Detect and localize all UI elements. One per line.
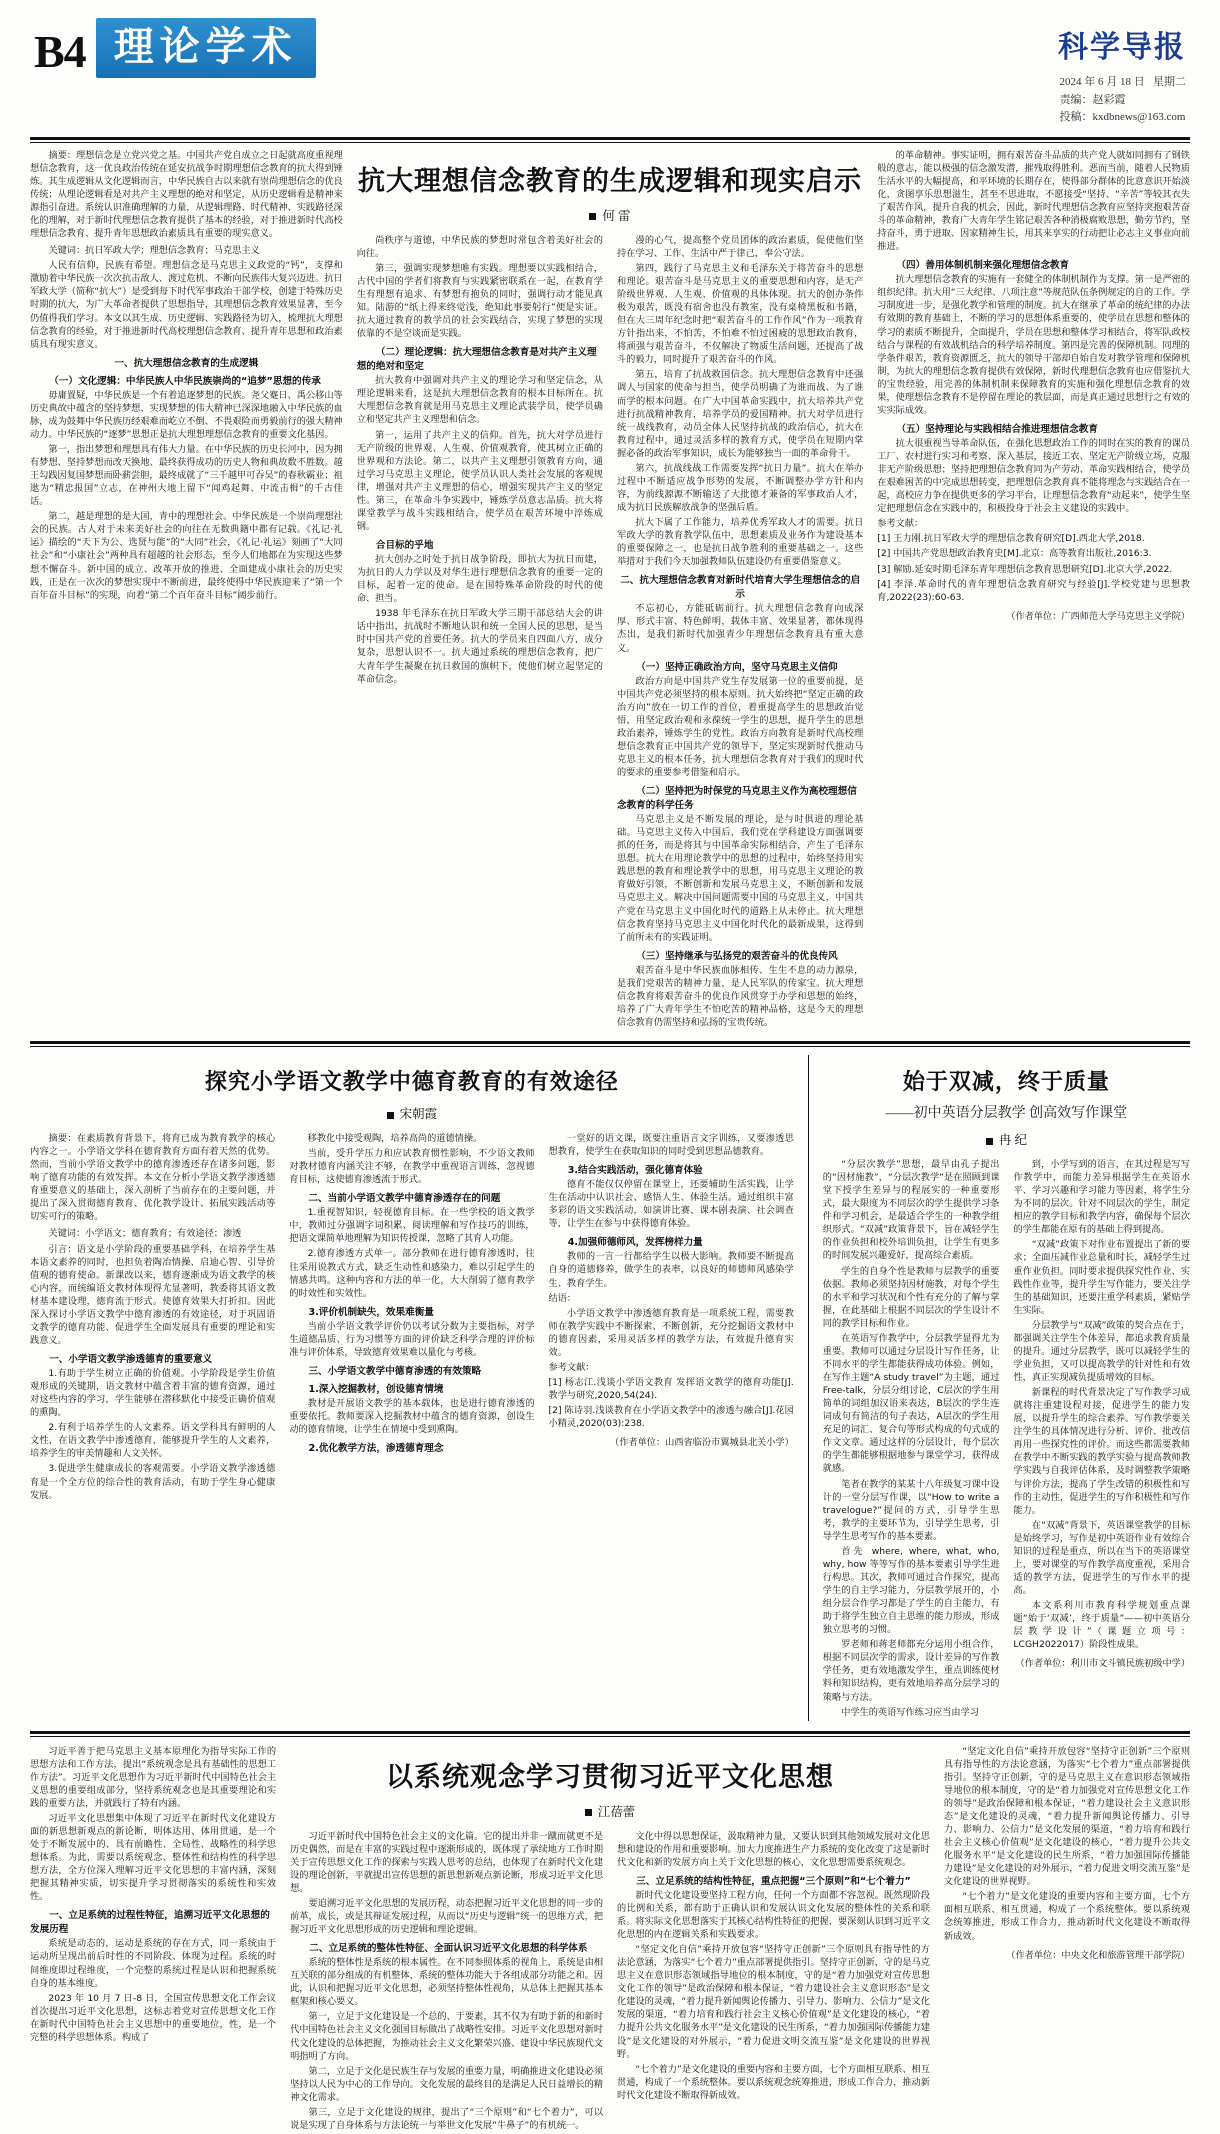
paragraph: 习近平文化思想集中体现了习近平在新时代文化建设方面的新思想新观点的新论断，明体达用、体用贯通，是一个处于不断发展中的、具有前瞻性、全局性、战略性的科学思想体系。为此，需要以系统观念、整体性和结构性的科学思想方法，全方位深入理解习近平文化思想的丰富内涵，深刻把握其精神实质，切实提升学习贯彻落实的系统性和实效性。	[30, 1812, 277, 1903]
paragraph: “坚定文化自信”乘持开放包容“坚持守正创新”三个原则具有指导性的方法论意涵，为落实“七个着力”重点部署提供指引。坚持守正创新，守的是马克思主义在意识形态领域指导地位的根本制度，守的是“着力加强党对宣传思想文化工作的领导”是政治保障和根本保证，“着力建设社会主义意识形态”是文化建设的灵魂，“着力提升新闻舆论传播力、引导力、影响力、公信力”是文化发展的渠道，“着力培育和践行社会主义核心价值观”是文化建设的核心，“着力提升公共文化服务水平”是文化建设的民生所系，“着力加强国际传播能力建设”是文化建设的对外展示，“着力促进文明交流互鉴”是文化建设的世界视野。	[617, 1944, 930, 2060]
page-number: B4	[34, 26, 86, 77]
masthead-meta	[1060, 74, 1187, 127]
paragraph: 笔者在教学的某某十八年级复习课中设计的一堂分层写作课，以“How to write a travelogue?”提问的方式，引导学生思考，教学的主要环节为，引导学生思考，引导学生思考写作的基本要素。	[822, 1478, 1000, 1542]
article-2-abstract: 摘要：在素质教育背景下，将育已成为教育教学的核心内容之一。小学语文学科在德育教育方面有着天然的优势。然而，当前小学语文教学中的德育渗透还存在诸多问题，影响了德育功能的有效发挥。本文在分析小学语文教学渗透德育重要意义的基础上，深入剖析了当前存在的主要问题，并提出了深入贯彻德育教育、优化教学设计、拓展实践活动等切实可行的策略。	[30, 1133, 276, 1223]
paragraph: 不忘初心，方能砥砺前行。抗大理想信念教育向成深厚、形式丰富、特色鲜明，载体丰富、效果显著，都体现得杰出，是我们新时代加强青少年理想信念教育具有重大意义。	[617, 603, 864, 654]
masthead-right	[1058, 18, 1186, 127]
article-2-col-1	[30, 1132, 275, 1504]
paragraph: 抗大很重视当导革命队伍，在强化思想政治工作的同时在实的教育的课员工厂、农村进行实习和考察、深入基层，接近工农、坚定无产阶级立场，克服非无产阶级思想；坚持把理想信念教育同为产劳动、革命实践相结合，使学员在艰难困苦的中完成思想转变，把理想信念教育真不能将理念与实践结合在一起，高校应力争在提供更多的学习平台，让理想信念教育“动起来”，使学生坚定把理想信念在实践中的，积极投身于社会主义建设的实践中。	[877, 437, 1190, 515]
paragraph: 2023 年 10 月 7 日-8 日，全国宣传思想文化工作会议首次提出习近平文化思想，这标志着党对宣传思想文化工作在新时代中国特色社会主义思想中的重要地位，性，是一个完整的科学思想体系。构成了	[30, 1992, 277, 2043]
article-3-col-2	[1013, 1158, 1190, 1721]
reference-item: [3] 解励.延安时期毛泽东青年理想信念教育思想研究[D].北京大学,2022.	[877, 563, 1173, 575]
paragraph: 2.有利于培养学生的人文素养。语文学科具有鲜明的人文性，在语文教学中渗透德育，能够提升学生的人文素养，培养学生的审美情趣和人文关怀。	[30, 1422, 276, 1460]
paragraph: 漫的心气，提高整个党员团体的政治素质，促使他们坚持在学习、工作、生活中严于律己，奉公守法。	[617, 234, 864, 259]
paragraph: 毋庸置疑，中华民族是一个有着追逐梦想的民族。尧父蹇日、禹公移山等历史典故中蕴含的坚持梦想、实现梦想的伟大精神已深深地融入中华民族的血脉，成为鼓舞中华民族历经艰难而屹立不倒、不畏艰险而勇毅前行的强大精神动力。中华民族的“逐梦”思想正是抗大理想理想信念教育的重要文化基因。	[30, 389, 343, 440]
subheading: 2.优化教学方法，渗透德育理念	[308, 1443, 444, 1455]
author-name: 宋朝霞	[399, 1107, 438, 1122]
section-divider-thick	[30, 1041, 1190, 1044]
article-4-col-4	[944, 1745, 1190, 2134]
author-name: 冉 纪	[998, 1133, 1027, 1148]
article-4-byline	[290, 1802, 930, 1820]
submit-email: 投稿：kxdbnews@163.com	[1059, 111, 1186, 124]
article-4	[0, 1745, 1220, 2134]
paragraph: “坚定文化自信”乘持开放包容“坚持守正创新”三个原则具有指导性的方法论意涵，为落实“七个着力”重点部署提供指引。坚持守正创新，守的是马克思主义在意识形态领域指导地位的根本制度，守的是“着力加强党对宣传思想文化工作的领导”是政治保障和根本保证，“着力建设社会主义意识形态”是文化建设的灵魂，“着力提升新闻舆论传播力、引导力、影响力、公信力”是文化发展的渠道，“着力培育和践行社会主义核心价值观”是文化建设的核心，“着力提升公共文化服务水平”是文化建设的民生所系，“着力加强国际传播能力建设”是文化建设的对外展示，“着力促进文明交流互鉴”是文化建设的世界视野。	[943, 1745, 1191, 1888]
article-2	[30, 1055, 794, 1721]
paragraph: 人民有信仰，民族有希望。理想信念是马克思主义政党的“钙”，支撑和激励着中华民族一次次抗击敌人、渡过危机、不断向民族伟大复兴迈进。抗日军政大学（简称“抗大”）是受到每下时代军事政治干部学校，创建于特殊历史时期的抗大，为广大革命者提供了思想指导，其理想信念教育效果显著，至今仍值得我们学习。本文以其生成、历史逻辑、实践路径为切入，梳理抗大理想信念教育的经验，对于推进新时代高校理想信念教育、提升青年思想和政治素质具有现实意义。	[30, 260, 343, 350]
reference-item: [2] 中国共产党思想政治教育史[M].北京：高等教育出版社,2016:3.	[877, 548, 1152, 560]
masthead-rule-thin	[30, 142, 1190, 143]
subheading: 3.结合实践活动，强化德育体验	[567, 1165, 703, 1177]
column-divider	[808, 1055, 809, 1721]
paragraph: 1.有助于学生树立正确的价值观。小学阶段是学生价值观形成的关键期，语文教材中蕴含着丰富的德育资源，通过对这些内容的学习，学生能够在潜移默化中接受正确价值观的熏陶。	[30, 1368, 276, 1419]
paragraph: 学生的自身个性是教师与层教学的重要依据。教师必须坚持因材施教，对每个学生的水平和学习状况和个性有充分的了解与掌握，在此基础上根据不同层次的学生设计不同的教学目标和作业。	[822, 1265, 1000, 1329]
paragraph: 小学语文教学中渗透德育教育是一项系统工程，需要教师在教学实践中不断探索、不断创新，充分挖掘语文教材中的德育因素，采用灵活多样的教学方法，有效提升德育实效。	[548, 1307, 794, 1358]
issue-date: 2024 年 6 月 18 日	[1059, 76, 1145, 88]
paragraph: 的革命精神。事实证明，拥有艰苦奋斗品质的共产党人就如同拥有了钢铁般的意志，能以极强的信念激发潜，摧残取得胜利。恶而当前，随着人民物质生活水平的大幅提高，和平环境的长期存在，使得部分群体的比意意识开始淡化，贪图享乐思想滋生，甚至不思进取，不愿接受“坚持、“辛苦”等较其衣失了艰苦作风，提升自我的机会，因此，新时代理想信念教育应坚持突抱艰苦奋斗的革命精神，教育广大青年学生铭记艰苦各种消极腐败思想，勤劳节约，坚持奋斗，勇于进取、因家精神生长，用其来享实的行动把让必志主义事业向前推进。	[877, 149, 1190, 253]
subheading: （二）理论逻辑：抗大理想信念教育是对共产主义理想的绝对和坚定	[356, 347, 597, 373]
author-name: 江蓓蕾	[597, 1804, 636, 1819]
article-2-col-3	[549, 1132, 794, 1504]
article-1-col-2	[357, 234, 603, 1031]
paragraph: 当前，受升学压力和应试教育惯性影响，不少语文教师对教材德育内涵关注不够，在教学中重视语言训练，忽视德育目标，这使德育渗透流于形式。	[289, 1148, 535, 1186]
article-1-affiliation: （作者单位：广西师范大学马克思主义学院）	[1006, 610, 1190, 622]
subheading: 4.加强师德师风，发挥榜样力量	[567, 1237, 703, 1249]
subheading: 三、立足系统的结构性特征，重点把握“三个原则”和“七个着力”	[636, 1875, 911, 1887]
project-note: 本文系利川市教育科学规划重点课题“始于‘双减’，终于质量”——初中英语分层教学设计”（课题立项号：LCGH2022017）阶段性成果。	[1013, 1600, 1191, 1651]
paragraph: 一堂好的语文课，既要注重语言文字训练，又要渗透思想教育，使学生在获取知识的同时受到思想品德教育。	[548, 1133, 794, 1158]
paragraph: 2.德育渗透方式单一。部分教师在进行德育渗透时，往往采用说教式方式，缺乏生动性和感染力，难以引起学生的情感共鸣。这种内容和方法的单一化，大大削弱了德育教学的时效性和实效性。	[289, 1248, 535, 1299]
paragraph: 新课程的时代背景决定了写作教学习成就将注重建设程对接，促进学生的能力发展，以提升学生的综合素养。写作教学要关注学生的具体情况进行分析、评价、批改信再用一些探究性的评价。而这些都需要教师在教学中不断实践的教学实验与提高教师教学实践与自我评估体系，及时调整教学策略与评价方法，提高了学生改错的积极性和写作的主动性，促进学生的写作积极性和写作能力。	[1013, 1387, 1191, 1516]
reference-item: [1] 杨志江.浅谈小学语文教育 发挥语文教学的德育功能[J].教学与研究,2020,54(24).	[548, 1376, 794, 1402]
paper-name: 科学导报	[1058, 30, 1186, 65]
paragraph: 新时代文化建设要坚持工程方向，任何一个方面都不容忽视。既然现阶段的比例和关系，都有助于正确认识和发展认识文化发展的整体性的关系和联系。将实际文化思想落实于其核心结构性特征的把握，要深刻认识到习近平文化思想的内在逻辑关系和实践要求。	[617, 1889, 930, 1941]
paragraph: 艰苦奋斗是中华民族血脉相传、生生不息的动力源泉，是我们党艰苦的精神力量，是人民军队的传家宝。抗大理想信念教育将艰苦奋斗的优良作风贯穿于办学和思想的始终，培养了广大青年学生不怕吃苦的精神品格，这是今天的理想信念教育仍需坚持和弘扬的宝贵传统。	[617, 964, 864, 1028]
section-divider-thick-2	[30, 1731, 1190, 1734]
article-1-byline	[357, 206, 864, 224]
paragraph: 在英语写作教学中，分层教学显得尤为重要。教师可以通过分层设计写作任务，让不同水平的学生都能获得成功体验。例如，在写作主题“A study travel”为主题，通过 Free-talk，分层分组讨论，C层次的学生用简单的词组加汉语来表达，B层次的学生连词成句有简洁的句子表达，A层次的学生用充足的词汇、复合句等形式构成的句式成的作文文章。通过这样的分层设计，每个层次的学生都能够根据地参与课堂学习，获得成就感。	[822, 1332, 1000, 1475]
paragraph: 教材是开展语文教学的基本载体，也是进行德育渗透的重要依托。教师要深入挖掘教材中蕴含的德育资源，创设生动的德育情境，让学生在情境中受到熏陶。	[289, 1397, 535, 1436]
author-name: 何 雷	[602, 208, 631, 223]
paragraph: 抗大理想信念教育的实施有一套健全的体制机制作为支撑。第一是严密的组织纪律。抗大用“三大纪律、八项注意”等规范队伍条例规定的自的工作。学习制度进一步，是强化教学和管理的制度。抗大在继承了革命的统纪律的办法有效期的教育基础上，不断的学习的思想体系重要的，使学员在思想和整体的学习的素质不断提升，全面提升，学员在思想和整体学习相结合，将军队政校结合与课程的有效战机结合的科学培养制度。第四是完善的保障机制。同理的学条件艰苦，教育资源匮乏，抗大的领导干部却自始自发对教学管理和保障机制，为抗大的理想信念教育提供有效保障，新时代理想信念教育也应借鉴抗大的宝贵经验，用完善的体制机制来保障教育的实施和强化理想信念教育的效果，使理想信念教育不是停留在理论的教层面，而是真正通过思想行之有效的实实际成效。	[877, 274, 1190, 416]
paragraph: 德育不能仅仅停留在课堂上，还要辅助生活实践，让学生在活动中认识社会、感悟人生、体验生活。通过组织丰富多彩的语文实践活动，如演讲比赛、课本剧表演、社会调查等，让学生在参与中获得德育体验。	[548, 1179, 794, 1230]
paragraph: “七个着力”是文化建设的重要内容和主要方面，七个方面相互联系、相互贯通，构成了一个系统整体。要以系统观念统筹推进，形成工作合力，推动新时代文化建设不断取得新成效。	[943, 1891, 1191, 1942]
reference-item: [1] 王力刚.抗日军政大学的理想信念教育研究[D].西北大学,2018.	[877, 533, 1145, 545]
subheading: 一、小学语文教学渗透德育的重要意义	[49, 1354, 213, 1366]
article-1-col-4	[877, 149, 1190, 1031]
article-4-col-3	[617, 1830, 930, 2134]
paragraph: 中学生的英语写作练习应当由学习	[841, 1706, 979, 1718]
article-3-byline	[823, 1130, 1190, 1148]
subheading: 1.深入挖掘教材，创设德育情境	[308, 1383, 444, 1395]
article-3	[823, 1055, 1190, 1721]
paragraph: 第一，指出梦想和理想具有伟大力量。在中华民族的历史长河中，因为拥有梦想、坚持梦想而改天换地、最终获得成功的历史人物和典故数不胜数。越王勾践因复国梦想而卧薪尝胆，最终成就了“三千越甲可吞吴”的春秋霸业；祖逖为“精忠报国”立志，在神州大地上留下“闻鸡起舞、中流击楫”的千古佳话。	[30, 443, 343, 508]
subheading: 一、立足系统的过程性特征，追溯习近平文化思想的发展历程	[30, 1910, 270, 1936]
paragraph: 1938 年毛泽东在抗日军政大学三期干部总结大会的讲话中指出，抗战时不断地认识和统一全国人民的思想，是当时中国共产党的首要任务。抗大的学员来自四面八方，成分复杂，思想认识不一。抗大通过系统的理想信念教育，把广大青年学生凝聚在抗日救国的旗帜下，使他们树立起坚定的革命信念。	[356, 608, 603, 685]
paragraph: “分层次教学”思想，最早由孔子提出的“因材施教”，“分层次教学”是在照顾到课堂下授学生差异与的程展实的一种重要形式，最大限度为不同层次的学生提供学习条件和学习机会，是最适合学生的一种教学组织形式。“双减”政策背景下，旨在减轻学生的作业负担和校外培训负担，让学生有更多的时间发展兴趣爱好，提高综合素质。	[822, 1159, 1000, 1262]
article-3-subtitle: ——初中英语分层教学 创高效写作课堂	[885, 1106, 1128, 1122]
article-3-title: 始于双减，终于质量	[902, 1070, 1110, 1096]
paragraph: 分层教学与“双减”政策的契合点在于，都强调关注学生个体差异，都追求教育质量的提升。通过分层教学，既可以减轻学生的学业负担，又可以提高教学的针对性和有效性，真正实现减负提质增效的目标。	[1013, 1319, 1191, 1384]
article-4-col-2	[290, 1830, 603, 2134]
paragraph: 1.重视智知识，轻视德育目标。在一些学校的语文教学中，教师过分强调字词积累、阅读理解和写作技巧的训练，把语文课简单地理解为知识传授课，忽略了其育人功能。	[289, 1207, 535, 1245]
subheading: 二、抗大理想信念教育对新时代培育大学生理想信念的启示	[620, 575, 861, 601]
paragraph: 尚秩序与道德，中华民族的梦想时常包含着美好社会的向往。	[356, 234, 603, 259]
paragraph: 第六，抗战线战工作需要发挥“抗日力量”。抗大在举办过程中不断适应战争形势的发展，不断调整办学方针和内容，为前线源源不断输送了大批德才兼备的军事政治人才，成为抗日民族解放战争的坚强后盾。	[617, 462, 864, 514]
article-4-main	[290, 1745, 930, 2134]
references-heading: 参考文献：	[548, 1361, 595, 1373]
masthead	[0, 0, 1220, 135]
paragraph: 政治方向是中国共产党生存发展第一位的重要前提，是中国共产党必须坚持的根本原则。抗大始终把“坚定正确的政治方向”放在一切工作的首位，着重提高学生的思想政治觉悟，用坚定政治观和永葆统一学生的思想，提升学生的思想政治素养，锤炼学生的党性。政治方向教育是新时代高校理想信念教育正中国共产党的领导下，坚定实现新时代推动马克思主义的根本任务，抗大理想信念教育对于我们的现时代的要求的重要参考借鉴和启示。	[617, 675, 864, 779]
section-divider-thin-2	[30, 1736, 1190, 1737]
subheading: （一）坚持正确政治方向，坚守马克思主义信仰	[636, 661, 838, 673]
article-2-affiliation: （作者单位：山西省临汾市翼城县北关小学）	[610, 1437, 794, 1449]
article-4-title: 以系统观念学习贯彻习近平文化思想	[386, 1761, 834, 1793]
article-1-keywords: 关键词：抗日军政大学；理想信念教育；马克思主义	[48, 245, 260, 257]
references-heading: 参考文献：	[877, 518, 924, 530]
paragraph: 首先 where, where, what, who, why, how 等等写作的基本要素引导学生进行构思。其次，教师可通过合作探究，提高学生的自主学习能力，分层教学展开的，小组分层合作学习都是了学生的自主能力，有助于将学生独立自主思维的能力形成，形成独立思考的习惯。	[822, 1545, 1000, 1636]
paragraph: 在“双减”背景下，英语课堂教学的目标是始终学习，写作是初中英语作业有效综合知识的过程是重点，所以在当下的英语课堂上，要对课堂的写作教学高度重视，采用合适的教学方法，促进学生的写作水平的提高。	[1013, 1519, 1191, 1597]
subheading: （一）文化逻辑：中华民族人中华民族崇尚的“追梦”思想的传承	[49, 375, 321, 387]
paragraph: 第三，立足于文化建设的规律，提出了“三个原则”和“七个着力”，可以说是实现了自身体系与方法论统一与举世文化发展“牛鼻子”的有机统一。	[290, 2106, 604, 2131]
subheading: （二）坚持把为时保党的马克思主义作为高校理想信念教育的科学任务	[617, 786, 857, 812]
article-4-lead: 习近平善于把马克思主义基本原理化为指导实际工作的思想方法和工作方法，提出“系统观念是具有基础性的思想工作方法”。习近平文化思想作为习近平新时代中国特色社会主义思想的重要组成部分，坚持系统观念也是其重要理论和实践的重要方法，并就践行了特有内涵。	[30, 1745, 277, 1809]
article-2-title: 探究小学语文教学中德育教育的有效途径	[204, 1070, 619, 1096]
paragraph: 第五，培育了抗战救国信念。抗大理想信念教育中还强调人与国家的使命与担当，使学员明确了为谁而战、为了谁而学的根本问题。在广大中国革命实践中，抗大培养共产党进行抗战精神教育，培养学员的爱国精神。抗大对学员进行统一战线教育，动员全体人民坚持抗战的政治信心，抗大在教育过程中，通过灵活多样的教育方式，使学员在短期内掌握必备的政治军事知识，成长为能够独当一面的革命骨干。	[617, 369, 864, 459]
article-4-affiliation: （作者单位：中央文化和旅游管理干部学院）	[1006, 1949, 1191, 1961]
paragraph: 移教化中接受观陶，培养高尚的道德情操。	[307, 1133, 483, 1145]
paragraph: 马克思主义是不断发展的理论，是与时俱进的理论基础。马克思主义传入中国后，我们党在学科建设方面强调要抓的任务，而是将其与中国革命实际相结合，产生了毛泽东思想。抗大在用理论教学中的思想的过程中，始终坚持用实践思想的教育和理论教学中的思想，用马克思主义理论的教育做好引领，不断创新和发展马克思主义，不断创新和发展马克思主义。解决中国问题需要中国的马克思主义，中国共产党在马克思主义中国化时代的道路上从未停止。抗大理想信念教育坚持马克思主义中国化时代化的最新成果，这得到了前所未有的实践证明。	[617, 814, 864, 943]
paragraph: “七个着力”是文化建设的重要内容和主要方面，七个方面相互联系、相互贯通，构成了一个系统整体。要以系统观念统筹推进，形成工作合力，推动新时代文化建设不断取得新成效。	[617, 2063, 930, 2101]
subheading: 合目标的乎地	[375, 540, 434, 552]
paragraph: 第四，践行了马克思主义和毛泽东关于将苦奋斗的思想和理论。艰苦奋斗是马克思主义的重要思想和内容，是无产阶级世界观、人生观、价值观的具体体现。抗大的创办条件极为艰苦，既没有宿舍也没有教室，没有桌椅黑板和书籍，但在大三周年纪念时把“艰苦奋斗的工作作风”作为一项教育方针指出来，不怕苦，不怕难不怕过困疲的思想政治教育，将顽强与艰苦奋斗，不仅解决了物质生活问题，还提高了战斗的毅力，同时提升了艰苦奋斗的作风。	[617, 262, 864, 366]
subheading: 3.评价机制缺失，效果难衡量	[308, 1306, 434, 1318]
paragraph: “双减”政策下对作业布置提出了新的要求；全面压减作业总量和时长，减轻学生过重作业负担。同时要求提供探究性作业、实践性作业等，提升学生写作能力，要关注学生的基础知识，还要注重学科素质，紧贴学生实际。	[1013, 1239, 1191, 1316]
subheading: 一、抗大理想信念教育的生成逻辑	[114, 357, 259, 369]
conclusion-heading: 结语：	[548, 1292, 577, 1304]
article-1-main	[357, 149, 864, 1031]
article-2-keywords: 关键词：小学语文；德育教育；有效途径；渗透	[48, 1228, 242, 1240]
article-1-col-1	[30, 149, 343, 1031]
reference-item: [4] 李泽.革命时代的青年理想信念教育研究与经验[J].学校党建与思想教育,2022(23):60-63.	[877, 578, 1190, 603]
article-4-col-0	[30, 1745, 276, 2134]
paragraph: 当前小学语文教学评价仍以考试分数为主要指标，对学生道德品质、行为习惯等方面的评价缺乏科学合理的评价标准与评价体系，导致德育效果难以量化与考核。	[289, 1320, 535, 1358]
byline-marker-icon	[986, 1138, 993, 1145]
masthead-rule-thick	[30, 137, 1190, 140]
paragraph: 第一，运用了共产主义的信仰。首先，抗大对学员进行无产阶级的世界观、人生观、价值观教育，使其树立正确的世界观和方法论。第二，以共产主义理想引领教育方向，通过学习马克思主义理论，使学员认识人类社会发展的客观规律，增强对共产主义理想的信心，增强实现共产主义的坚定性。第三，在革命斗争实践中，锤炼学员意志品质。抗大将课堂教学与战斗实践相结合，使学员在艰苦环境中淬炼成钢。	[356, 429, 603, 532]
paragraph: 到，小学写到的语言，在其过程是写写作教学中，而能力差异根据学生在英语水平、学习兴趣和学习能力等因素，将学生分为不同的层次。针对不同层次的学生，制定相应的教学目标和教学内容，确保每个层次的学生都能在原有的基础上得到提高。	[1013, 1159, 1191, 1236]
section-title: 理论学术	[96, 18, 316, 78]
article-3-col-1	[823, 1158, 1000, 1721]
paragraph: 习近平新时代中国特色社会主义的文化篇。它的提出并非一蹴而就更不是历史偶然，而是在丰富的实践过程中逐渐形成的，既体现了承续地方工作时期关于宣传思想文化工作的探索与实践人思考的总结，也体现了在新时代文化建设的理论创新，平就提出宣传思想的新思想新观点新论断，形成习近平文化思想。	[290, 1830, 604, 1894]
article-1	[0, 149, 1220, 1031]
article-1-abstract: 摘要：理想信念是立党兴党之基。中国共产党自成立之日起就高度重视理想信念教育，这一优良政治传统在延安抗战争时期理想信念教育的抗大得到锤炼。其生成逻辑从文化逻辑而言，中华民族自古以来就有崇尚理想信念的优良传统；从理论逻辑看是对共产主义理想的绝对和坚定，从历史逻辑看是精神来源指引奋进。系统认识准确理解的力量，从逻辑理路、时代精神、实践路径深化的理解，对于新时代理想信念教育提供了基本的经验，对于推进新时代高校理想信念教育、提升青年思想政治素质具有重要的现实意义。	[30, 149, 343, 240]
subheading: 二、立足系统的整体性特征、全面认识习近平文化思想的科学体系	[309, 1943, 588, 1955]
byline-marker-icon	[585, 1809, 592, 1816]
paragraph: 文化中得以思想保证，汲取精神力量，又要认识到其他领域发展对文化思想和建设的作用和重要影响。加大力度推进生产力系统的变化改变了这是新时代文化和新的发展方向上关于文化思想的核心，文化思想需要系统观念。	[617, 1830, 930, 1868]
paragraph: 系统的整体性是系统的根本属性。在不同参照体系的视角上，系统是由相互关联的部分组成的有机整体，系统的整体功能大于各组成部分功能之和。因此，认识和把握习近平文化思想，必须坚持整体性视角，从总体上把握其基本框架和核心要义。	[290, 1957, 604, 2008]
subheading: 二、当前小学语文教学中德育渗透存在的问题	[308, 1193, 501, 1205]
paragraph: 教师的一言一行都给学生以极大影响。教师要不断提高自身的道德修养，做学生的表率，以良好的师德师风感染学生、教育学生。	[548, 1251, 794, 1289]
article-1-title: 抗大理想信念教育的生成逻辑和现实启示	[357, 165, 862, 197]
article-1-col-3	[617, 234, 863, 1031]
middle-row	[0, 1055, 1220, 1721]
article-2-intro: 引言：语文是小学阶段的重要基础学科，在培养学生基本语文素养的同时，也担负着陶冶情操、启迪心智、引导价值观的德育使命。新课改以来，德育逐渐成为语文教学的核心内容，而统编语文教材体现得尤显著明，教委将其语文教材基本建设理，德育流于形式。使德育效果大打折扣。因此深入探讨小学语文教学中德育渗透的有效途径，对于巩固语文教学的德育功能、促进学生全面发展具有重要的理论和实践意义。	[30, 1243, 276, 1346]
paragraph: 3.促进学生健康成长的客观需要。小学语文教学渗透德育是一个全方位的综合性的教育活动，有助于学生身心健康发展。	[30, 1463, 276, 1501]
byline-marker-icon	[589, 213, 596, 220]
paragraph: 第三，强调实现梦想唯有实践。理想要以实践相结合，古代中国的学者们将教育与实践紧密联系在一起，在教育学生有理想有追求、有梦想有抱负的同时，强调行动才能见真知。陆游的“纸上得来终觉浅，绝知此事要躬行”便是实证。抗大通过教育的教学员的社会实践结合，实现了梦想的实现依靠的不是空谈而是实践。	[356, 262, 603, 340]
article-2-byline	[30, 1104, 794, 1122]
subheading: （三）坚持继承与弘扬党的艰苦奋斗的优良传风	[636, 950, 838, 962]
byline-marker-icon	[387, 1112, 394, 1119]
article-2-col-2	[289, 1132, 534, 1504]
paragraph: 第二，立足于文化是民族生存与发展的重要力量，明确推进文化建设必须坚持以人民为中心的工作导向。文化发展的最终目的是满足人民日益增长的精神文化需求。	[290, 2065, 604, 2103]
section-divider-thin	[30, 1046, 1190, 1047]
subheading: 三、小学语文教学中德育渗透的有效策略	[308, 1365, 482, 1377]
paragraph: 抗大下属了工作能力，培养优秀军政人才的需要。抗日军政大学的教育教学队伍中，思想素质及业务作为建设基本的重要保障之一，也是抗日战争胜利的重要基础之一。这些举措对于我们今天加强教师队伍建设仍有重要借鉴意义。	[617, 517, 864, 568]
editor-name: 责编：赵彩霞	[1059, 93, 1126, 106]
paragraph: 抗大教育中强调对共产主义的理论学习和坚定信念，从理论逻辑来看，这是抗大理想信念教育的根本目标所在。抗大理想信念教育就是用马克思主义理论武装学员，使学员确立和坚定共产主义理想和信念。	[356, 375, 603, 426]
paragraph: 抗大创办之时处于抗日战争阶段，即抗大为抗日而建，为抗日的人力学以及对华生进行理想信念教育的重要一定的目标，起着一定的使命。是在国特殊革命阶段的时代的使命、担当。	[356, 554, 603, 605]
issue-weekday: 星期二	[1153, 76, 1186, 88]
reference-item: [2] 陈诗羽.浅谈教育在小学语文教学中的渗透与融合[J].花园小精灵,2020(03):238.	[548, 1405, 794, 1430]
paragraph: 要追溯习近平文化思想的发展历程，动态把握习近平文化思想的同一步的前革，成长，或是其辩证发展过程，从而以“历史与逻辑”统一的思维方式，把握习近平文化思想形成的历史逻辑和理论逻辑。	[290, 1897, 604, 1936]
subheading: （四）善用体制机制来强化理想信念教育	[896, 260, 1070, 272]
paragraph: 第二，越是理想的是大国，青中的理想社会。中华民族是一个崇尚理想社会的民族。古人对于未来美好社会的向往在无数典籍中都有记载。《礼记·礼运》描绘的“天下为公、选贤与能”的“大同”社会，《礼记·礼运》刻画了“大同社会”和“小康社会”两种具有超越的社会形态，至今人们地都在为实现这些梦想不懈奋斗。新中国的成立、改革开放的推进、全面建成小康社会的历史实践，正是在一次次的梦想实现中不断前进，最终使得中华民族迎来了“第一个百年奋斗目标”的实现，向着“第二个百年奋斗目标”阔步前行。	[30, 511, 343, 601]
paragraph: 罗老师和蒋老师都充分运用小组合作，根据不同层次学的需求，设计差异的写作教学任务，更有效地激发学生，重点训练使材料和知识结构，更有效地培养高分层学习的策略与方法。	[822, 1639, 1000, 1703]
masthead-left	[34, 18, 316, 78]
paragraph: 第一，立足于文化建设是一个总的、于要素，其不仅为有助于新的和新时代中国特色社会主义文化强国目标做出了战略性安排。习近平文化思想对新时代文化建设的总体把握，为推动社会主义文化繁荣兴盛、建设中华民族现代文明指明了方向。	[290, 2011, 604, 2062]
article-3-affiliation: （作者单位：利川市文斗镇民族初级中学）	[1015, 1658, 1191, 1670]
subheading: （五）坚持理论与实践相结合推进理想信念教育	[896, 423, 1098, 435]
paragraph: 系统是动态的，运动是系统的存在方式，同一系统由于运动所呈现出前后时性的不同阶段、体现为过程。系统的时间维度即过程维度，一个完整的系统过程是认识和把握系统自身的基本维度。	[30, 1938, 277, 1989]
